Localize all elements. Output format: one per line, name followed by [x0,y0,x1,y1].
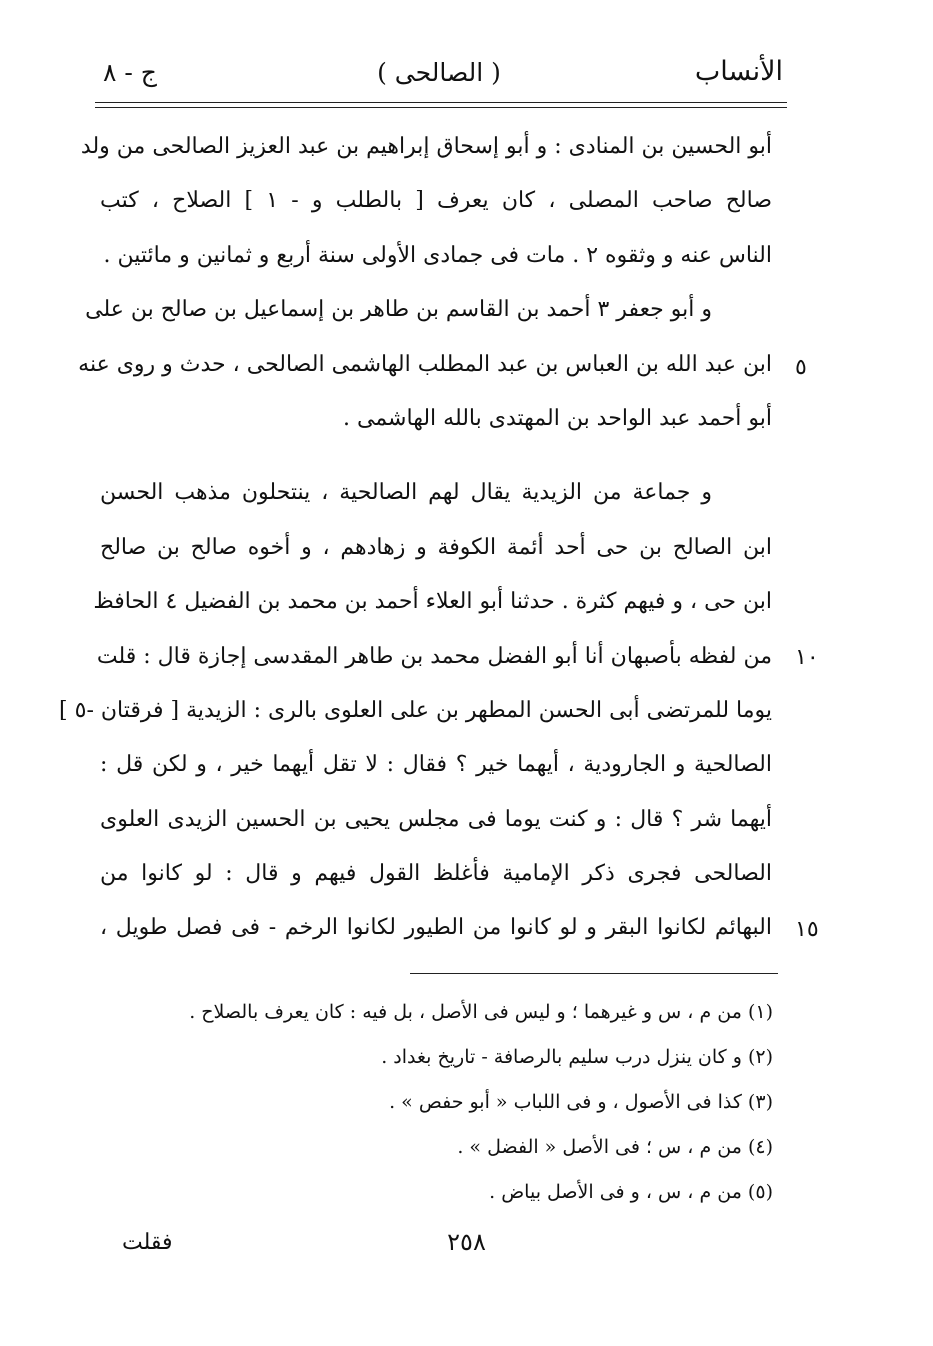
book-title: الأنساب [694,56,783,87]
catchword: فقلت [122,1230,173,1255]
header-rule-top [95,102,787,103]
text-line: يوما للمرتضى أبى الحسن المطهر بن على العلوى بالرى : الزيدية [ فرقتان -٥ ] [59,697,772,723]
header-rule-bottom [95,107,787,108]
text-line: من لفظه بأصبهان أنا أبو الفضل محمد بن طاهر المقدسى إجازة قال : قلت [96,643,772,669]
line-number: ١٥ [795,917,819,942]
text-line: الصالحية و الجارودية ، أيهما خير ؟ فقال : لا تقل أيهما خير ، و لكن قل : [100,752,772,778]
text-line: الناس عنه و وثقوه ٢ . مات فى جمادى الأولى سنة أربع و ثمانين و مائتين . [103,242,772,268]
line-number: ١٠ [795,645,819,670]
footnote: (٥) من م ، س ، و فى الأصل بياض . [489,1181,773,1203]
main-text [59,120,773,956]
footnote: (٤) من م ، س ؛ فى الأصل « الفضل » . [457,1136,773,1158]
page-number: ٢٥٨ [447,1228,486,1256]
text-line: الصالحى فجرى ذكر الإمامية فأغلظ القول فيهم و قال : لو كانوا من [100,861,772,887]
line-number: ٥ [795,355,807,380]
text-line: و جماعة من الزيدية يقال لهم الصالحية ، ينتحلون مذهب الحسن [100,480,712,506]
text-line: ابن حى ، و فيهم كثرة . حدثنا أبو العلاء أحمد بن محمد بن الفضيل ٤ الحافظ [93,589,772,615]
text-line: صالح صاحب المصلى ، كان يعرف [ بالطلب و - ١ ] الصلاح ، كتب [100,188,773,214]
footnotes [123,990,773,1215]
text-line: و أبو جعفر ٣ أحمد بن القاسم بن طاهر بن إسماعيل بن صالح بن على [85,297,712,323]
footnote-rule [410,973,778,974]
running-header [95,52,783,96]
text-line: ابن عبد الله بن العباس بن عبد المطلب الهاشمى الصالحى ، حدث و روى عنه [78,351,772,377]
text-line: ابن الصالح بن حى أحد أئمة الكوفة و زهادهم ، و أخوه صالح بن صالح [100,534,772,560]
volume-label: ج - ٨ [103,58,157,87]
text-line: أبو الحسين بن المنادى : و أبو إسحاق إبراهيم بن عبد العزيز الصالحى من ولد [80,134,772,159]
text-line: أيهما شر ؟ قال : و كنت يوما فى مجلس يحيى بن الحسين الزيدى العلوى [100,806,772,832]
text-line: أبو أحمد عبد الواحد بن المهتدى بالله الهاشمى . [343,405,772,431]
footnote: (١) من م ، س و غيرهما ؛ و ليس فى الأصل ، بل فيه : كان يعرف بالصلاح . [189,1001,773,1023]
text-line: البهائم لكانوا البقر و لو كانوا من الطيور لكانوا الرخم - فى فصل طويل ، [100,915,772,941]
footnote: (٣) كذا فى الأصول ، و فى اللباب « أبو حفص » . [389,1091,773,1113]
section-title: ( الصالحى ) [377,58,501,87]
footnote: (٢) و كان ينزل درب سليم بالرصافة - تاريخ بغداد . [381,1046,773,1068]
